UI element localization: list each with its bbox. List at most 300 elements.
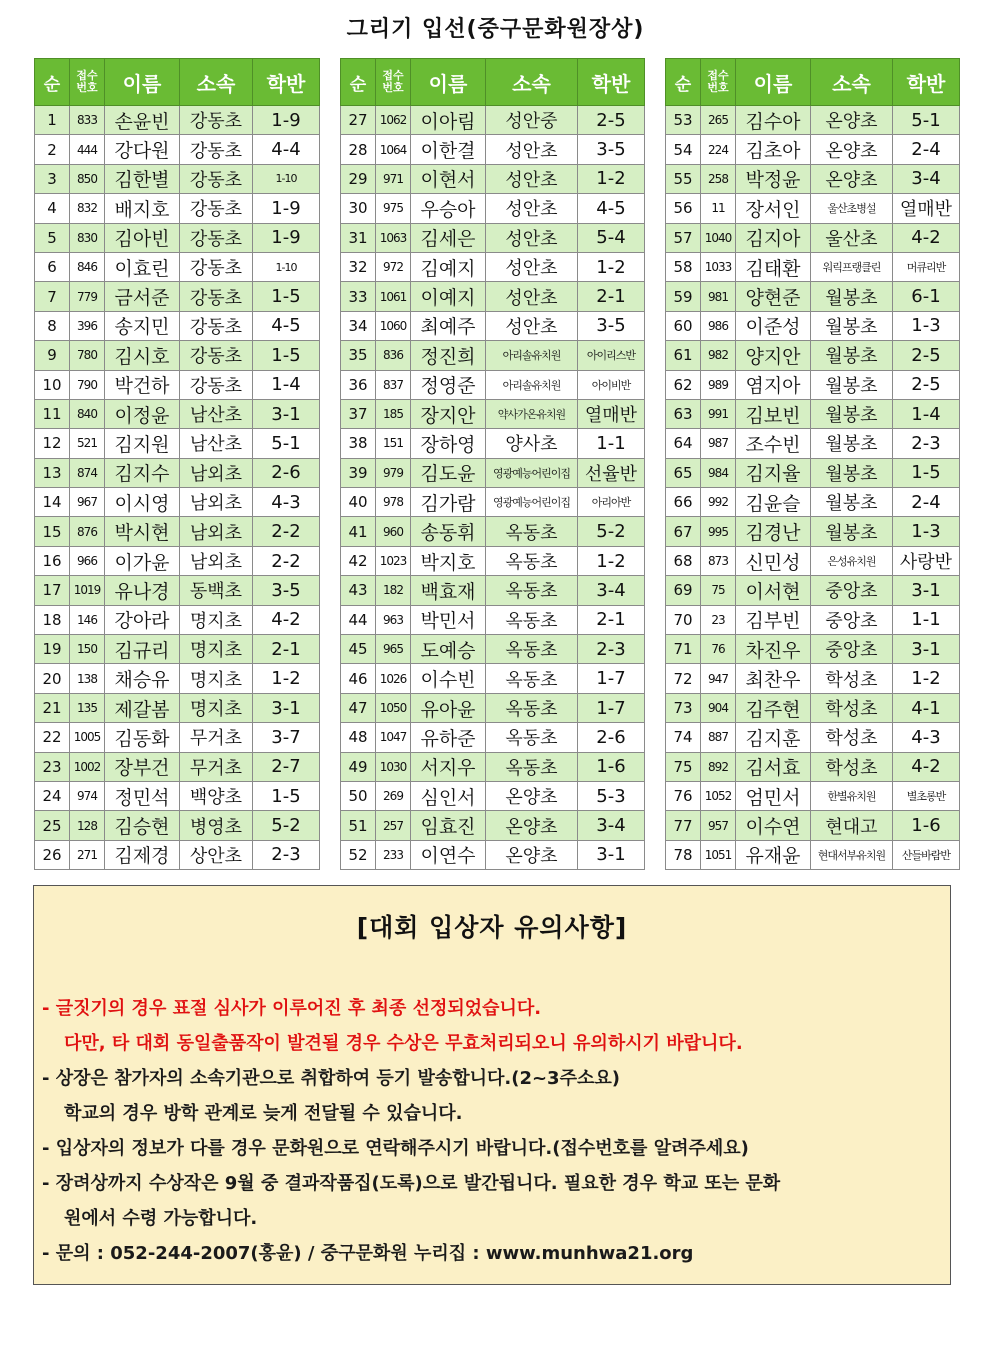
- cell-affiliation: 병영초: [180, 811, 253, 840]
- cell-name: 김부빈: [736, 605, 811, 634]
- cell-receipt-no: 966: [70, 546, 105, 575]
- cell-no: 38: [341, 429, 376, 458]
- cell-receipt-no: 76: [701, 635, 736, 664]
- cell-class: 4-3: [253, 488, 320, 517]
- cell-affiliation: 강동초: [180, 311, 253, 340]
- table-row: [35, 752, 320, 781]
- cell-no: 42: [341, 546, 376, 575]
- cell-name: 송지민: [105, 311, 180, 340]
- table-row: [666, 429, 960, 458]
- cell-receipt-no: 1060: [376, 311, 411, 340]
- table-row: [341, 811, 645, 840]
- notice-line-6: - 장려상까지 수상작은 9월 중 결과작품집(도록)으로 발간됩니다. 필요한 경우 학교 또는 문화: [42, 1173, 781, 1194]
- cell-class: 2-1: [578, 605, 645, 634]
- cell-name: 박건하: [105, 370, 180, 399]
- cell-no: 44: [341, 605, 376, 634]
- table-row: [666, 781, 960, 810]
- cell-name: 이한결: [411, 135, 486, 164]
- cell-name: 박정윤: [736, 164, 811, 193]
- cell-receipt-no: 258: [701, 164, 736, 193]
- cell-name: 서지우: [411, 752, 486, 781]
- cell-receipt-no: 960: [376, 517, 411, 546]
- cell-no: 62: [666, 370, 701, 399]
- cell-class: 2-1: [578, 282, 645, 311]
- cell-class: 2-7: [253, 752, 320, 781]
- cell-affiliation: 월봉초: [811, 311, 893, 340]
- cell-no: 48: [341, 723, 376, 752]
- cell-receipt-no: 992: [701, 488, 736, 517]
- notice-title: [대회 입상자 유의사항]: [356, 913, 628, 942]
- table-row: [666, 399, 960, 428]
- cell-affiliation: 워릭프랭클린: [811, 252, 893, 281]
- cell-affiliation: 영광예능어린이집: [486, 458, 578, 487]
- table-row: [35, 399, 320, 428]
- cell-no: 50: [341, 781, 376, 810]
- cell-affiliation: 월봉초: [811, 341, 893, 370]
- cell-name: 김승현: [105, 811, 180, 840]
- cell-no: 59: [666, 282, 701, 311]
- cell-name: 장서인: [736, 194, 811, 223]
- cell-receipt-no: 979: [376, 458, 411, 487]
- cell-name: 김도윤: [411, 458, 486, 487]
- cell-receipt-no: 150: [70, 635, 105, 664]
- cell-no: 40: [341, 488, 376, 517]
- cell-receipt-no: 987: [701, 429, 736, 458]
- cell-receipt-no: 957: [701, 811, 736, 840]
- cell-no: 60: [666, 311, 701, 340]
- cell-class: 4-2: [253, 605, 320, 634]
- cell-receipt-no: 965: [376, 635, 411, 664]
- cell-no: 72: [666, 664, 701, 693]
- table-row: [341, 370, 645, 399]
- cell-no: 39: [341, 458, 376, 487]
- cell-receipt-no: 151: [376, 429, 411, 458]
- cell-class: 2-2: [253, 517, 320, 546]
- cell-class: 3-1: [253, 399, 320, 428]
- cell-no: 11: [35, 399, 70, 428]
- cell-affiliation: 옥동초: [486, 752, 578, 781]
- cell-name: 강다원: [105, 135, 180, 164]
- cell-class: 1-3: [893, 311, 960, 340]
- cell-name: 김지훈: [736, 723, 811, 752]
- cell-name: 차진우: [736, 635, 811, 664]
- cell-name: 김제경: [105, 840, 180, 869]
- cell-no: 46: [341, 664, 376, 693]
- cell-name: 도예승: [411, 635, 486, 664]
- cell-no: 1: [35, 106, 70, 135]
- cell-class: 2-5: [578, 106, 645, 135]
- cell-affiliation: 성안초: [486, 223, 578, 252]
- cell-affiliation: 남산초: [180, 399, 253, 428]
- cell-name: 이서현: [736, 576, 811, 605]
- cell-no: 27: [341, 106, 376, 135]
- cell-name: 조수빈: [736, 429, 811, 458]
- table-row: [35, 546, 320, 575]
- cell-name: 임효진: [411, 811, 486, 840]
- cell-no: 29: [341, 164, 376, 193]
- cell-receipt-no: 971: [376, 164, 411, 193]
- cell-affiliation: 동백초: [180, 576, 253, 605]
- cell-no: 64: [666, 429, 701, 458]
- header-receipt-no: 접수 번호: [376, 59, 411, 106]
- cell-no: 73: [666, 693, 701, 722]
- table-row: [666, 723, 960, 752]
- cell-name: 송동휘: [411, 517, 486, 546]
- cell-receipt-no: 840: [70, 399, 105, 428]
- cell-receipt-no: 1050: [376, 693, 411, 722]
- cell-name: 이현서: [411, 164, 486, 193]
- cell-receipt-no: 978: [376, 488, 411, 517]
- table-row: [666, 693, 960, 722]
- cell-receipt-no: 832: [70, 194, 105, 223]
- cell-affiliation: 월봉초: [811, 370, 893, 399]
- cell-name: 김동화: [105, 723, 180, 752]
- cell-receipt-no: 780: [70, 341, 105, 370]
- cell-no: 2: [35, 135, 70, 164]
- table-row: [341, 840, 645, 869]
- cell-class: 3-1: [253, 693, 320, 722]
- cell-name: 김시호: [105, 341, 180, 370]
- cell-no: 24: [35, 781, 70, 810]
- cell-no: 32: [341, 252, 376, 281]
- page-title: 그리기 입선(중구문화원장상): [346, 17, 645, 42]
- cell-receipt-no: 182: [376, 576, 411, 605]
- cell-class: 1-7: [578, 693, 645, 722]
- cell-receipt-no: 995: [701, 517, 736, 546]
- cell-affiliation: 옥동초: [486, 517, 578, 546]
- cell-receipt-no: 963: [376, 605, 411, 634]
- cell-name: 이준성: [736, 311, 811, 340]
- cell-affiliation: 학성초: [811, 723, 893, 752]
- cell-name: 김아빈: [105, 223, 180, 252]
- cell-receipt-no: 396: [70, 311, 105, 340]
- cell-no: 9: [35, 341, 70, 370]
- cell-affiliation: 학성초: [811, 693, 893, 722]
- table-row: [666, 370, 960, 399]
- cell-class: 4-4: [253, 135, 320, 164]
- table-row: [35, 252, 320, 281]
- cell-name: 양현준: [736, 282, 811, 311]
- cell-class: 1-9: [253, 223, 320, 252]
- cell-class: 아이비반: [578, 370, 645, 399]
- cell-receipt-no: 986: [701, 311, 736, 340]
- table-row: [35, 664, 320, 693]
- cell-receipt-no: 1019: [70, 576, 105, 605]
- cell-class: 아이리스반: [578, 341, 645, 370]
- cell-name: 이연수: [411, 840, 486, 869]
- cell-affiliation: 남외초: [180, 517, 253, 546]
- cell-class: 5-3: [578, 781, 645, 810]
- table-row: [341, 458, 645, 487]
- cell-no: 18: [35, 605, 70, 634]
- cell-name: 김지수: [105, 458, 180, 487]
- cell-name: 김보빈: [736, 399, 811, 428]
- cell-name: 이수빈: [411, 664, 486, 693]
- cell-name: 손윤빈: [105, 106, 180, 135]
- cell-class: 1-6: [578, 752, 645, 781]
- cell-affiliation: 명지초: [180, 635, 253, 664]
- table-row: [341, 399, 645, 428]
- cell-name: 정민석: [105, 781, 180, 810]
- cell-class: 4-2: [893, 223, 960, 252]
- cell-receipt-no: 128: [70, 811, 105, 840]
- header-affiliation: 소속: [811, 59, 893, 106]
- cell-receipt-no: 1002: [70, 752, 105, 781]
- table-row: [35, 370, 320, 399]
- table-row: [341, 252, 645, 281]
- cell-name: 염지아: [736, 370, 811, 399]
- cell-affiliation: 명지초: [180, 693, 253, 722]
- header-name: 이름: [411, 59, 486, 106]
- cell-name: 김경난: [736, 517, 811, 546]
- table-row: [35, 282, 320, 311]
- table-row: [666, 106, 960, 135]
- cell-name: 장지안: [411, 399, 486, 428]
- table-row: [35, 576, 320, 605]
- cell-affiliation: 월봉초: [811, 488, 893, 517]
- notice-line-1: - 글짓기의 경우 표절 심사가 이루어진 후 최종 선정되었습니다.: [42, 998, 542, 1019]
- cell-no: 57: [666, 223, 701, 252]
- cell-no: 76: [666, 781, 701, 810]
- cell-class: 1-4: [893, 399, 960, 428]
- cell-class: 2-5: [893, 341, 960, 370]
- cell-receipt-no: 982: [701, 341, 736, 370]
- table-row: [666, 164, 960, 193]
- cell-affiliation: 성안초: [486, 282, 578, 311]
- cell-affiliation: 성안중: [486, 106, 578, 135]
- table-row: [35, 106, 320, 135]
- cell-name: 유아윤: [411, 693, 486, 722]
- table-row: [666, 517, 960, 546]
- cell-affiliation: 남외초: [180, 488, 253, 517]
- cell-class: 1-5: [253, 781, 320, 810]
- table-row: [341, 341, 645, 370]
- cell-class: 5-2: [578, 517, 645, 546]
- cell-name: 김지아: [736, 223, 811, 252]
- cell-name: 양지안: [736, 341, 811, 370]
- table-row: [341, 194, 645, 223]
- cell-class: 1-2: [578, 164, 645, 193]
- cell-affiliation: 강동초: [180, 282, 253, 311]
- cell-class: 1-9: [253, 194, 320, 223]
- cell-affiliation: 월봉초: [811, 282, 893, 311]
- cell-affiliation: 온양초: [811, 164, 893, 193]
- cell-class: 2-6: [253, 458, 320, 487]
- header-no: 순: [666, 59, 701, 106]
- cell-class: 4-5: [253, 311, 320, 340]
- table-row: [35, 517, 320, 546]
- cell-receipt-no: 873: [701, 546, 736, 575]
- cell-name: 김태환: [736, 252, 811, 281]
- notice-line-2: 다만, 타 대회 동일출품작이 발견될 경우 수상은 무효처리되오니 유의하시기 바랍니다.: [64, 1033, 743, 1054]
- cell-receipt-no: 972: [376, 252, 411, 281]
- cell-no: 45: [341, 635, 376, 664]
- cell-affiliation: 현대고: [811, 811, 893, 840]
- cell-name: 김지원: [105, 429, 180, 458]
- cell-class: 2-5: [893, 370, 960, 399]
- cell-class: 아리아반: [578, 488, 645, 517]
- cell-class: 1-9: [253, 106, 320, 135]
- cell-class: 2-4: [893, 488, 960, 517]
- cell-no: 30: [341, 194, 376, 223]
- cell-receipt-no: 967: [70, 488, 105, 517]
- cell-class: 6-1: [893, 282, 960, 311]
- cell-receipt-no: 23: [701, 605, 736, 634]
- cell-name: 장하영: [411, 429, 486, 458]
- table-row: [341, 576, 645, 605]
- cell-receipt-no: 138: [70, 664, 105, 693]
- cell-class: 머큐리반: [893, 252, 960, 281]
- table-row: [341, 605, 645, 634]
- cell-affiliation: 옥동초: [486, 723, 578, 752]
- cell-class: 2-3: [578, 635, 645, 664]
- table-row: [35, 311, 320, 340]
- cell-no: 7: [35, 282, 70, 311]
- cell-no: 33: [341, 282, 376, 311]
- cell-affiliation: 강동초: [180, 252, 253, 281]
- cell-affiliation: 울산초병설: [811, 194, 893, 223]
- cell-receipt-no: 892: [701, 752, 736, 781]
- cell-class: 1-1: [893, 605, 960, 634]
- cell-class: 5-2: [253, 811, 320, 840]
- table-row: [666, 252, 960, 281]
- cell-receipt-no: 779: [70, 282, 105, 311]
- table-row: [35, 194, 320, 223]
- cell-receipt-no: 75: [701, 576, 736, 605]
- cell-no: 6: [35, 252, 70, 281]
- table-row: [35, 811, 320, 840]
- cell-class: 1-10: [253, 164, 320, 193]
- cell-affiliation: 중앙초: [811, 635, 893, 664]
- header-class: 학반: [893, 59, 960, 106]
- cell-affiliation: 성안초: [486, 252, 578, 281]
- cell-affiliation: 월봉초: [811, 517, 893, 546]
- cell-no: 15: [35, 517, 70, 546]
- table-row: [666, 135, 960, 164]
- cell-no: 55: [666, 164, 701, 193]
- cell-no: 5: [35, 223, 70, 252]
- cell-no: 3: [35, 164, 70, 193]
- cell-no: 68: [666, 546, 701, 575]
- cell-receipt-no: 1005: [70, 723, 105, 752]
- cell-class: 1-5: [253, 341, 320, 370]
- cell-affiliation: 울산초: [811, 223, 893, 252]
- cell-affiliation: 약사가온유치원: [486, 399, 578, 428]
- cell-receipt-no: 1052: [701, 781, 736, 810]
- cell-no: 70: [666, 605, 701, 634]
- cell-class: 사랑반: [893, 546, 960, 575]
- table-row: [35, 488, 320, 517]
- cell-name: 유하준: [411, 723, 486, 752]
- table-row: [666, 488, 960, 517]
- cell-affiliation: 옥동초: [486, 576, 578, 605]
- cell-class: 1-5: [253, 282, 320, 311]
- cell-no: 69: [666, 576, 701, 605]
- header-no: 순: [35, 59, 70, 106]
- cell-name: 이효린: [105, 252, 180, 281]
- cell-name: 김서효: [736, 752, 811, 781]
- cell-receipt-no: 974: [70, 781, 105, 810]
- cell-class: 5-1: [253, 429, 320, 458]
- cell-name: 최찬우: [736, 664, 811, 693]
- cell-class: 1-7: [578, 664, 645, 693]
- cell-receipt-no: 1062: [376, 106, 411, 135]
- table-row: [35, 341, 320, 370]
- cell-no: 65: [666, 458, 701, 487]
- header-name: 이름: [105, 59, 180, 106]
- cell-no: 58: [666, 252, 701, 281]
- cell-class: 3-1: [578, 840, 645, 869]
- cell-class: 3-7: [253, 723, 320, 752]
- cell-affiliation: 성안초: [486, 194, 578, 223]
- cell-class: 5-4: [578, 223, 645, 252]
- cell-affiliation: 월봉초: [811, 458, 893, 487]
- header-affiliation: 소속: [486, 59, 578, 106]
- cell-class: 3-4: [893, 164, 960, 193]
- cell-affiliation: 옥동초: [486, 693, 578, 722]
- cell-affiliation: 학성초: [811, 752, 893, 781]
- cell-affiliation: 명지초: [180, 605, 253, 634]
- cell-receipt-no: 1051: [701, 840, 736, 869]
- cell-name: 유나경: [105, 576, 180, 605]
- cell-receipt-no: 846: [70, 252, 105, 281]
- cell-receipt-no: 1064: [376, 135, 411, 164]
- cell-receipt-no: 257: [376, 811, 411, 840]
- cell-receipt-no: 1063: [376, 223, 411, 252]
- table-row: [35, 635, 320, 664]
- cell-affiliation: 양사초: [486, 429, 578, 458]
- cell-no: 26: [35, 840, 70, 869]
- table-row: [666, 576, 960, 605]
- cell-receipt-no: 981: [701, 282, 736, 311]
- cell-receipt-no: 1047: [376, 723, 411, 752]
- cell-class: 1-5: [893, 458, 960, 487]
- table-row: [35, 840, 320, 869]
- cell-class: 3-5: [578, 311, 645, 340]
- header-no: 순: [341, 59, 376, 106]
- table-row: [341, 546, 645, 575]
- cell-no: 54: [666, 135, 701, 164]
- table-row: [666, 223, 960, 252]
- cell-affiliation: 한별유치원: [811, 781, 893, 810]
- table-row: [341, 693, 645, 722]
- header-name: 이름: [736, 59, 811, 106]
- cell-class: 1-3: [893, 517, 960, 546]
- cell-no: 31: [341, 223, 376, 252]
- cell-affiliation: 강동초: [180, 194, 253, 223]
- notice-line-5: - 입상자의 정보가 다를 경우 문화원으로 연락해주시기 바랍니다.(접수번호를 알려주세요): [42, 1138, 749, 1159]
- cell-receipt-no: 947: [701, 664, 736, 693]
- cell-no: 51: [341, 811, 376, 840]
- cell-no: 21: [35, 693, 70, 722]
- cell-no: 28: [341, 135, 376, 164]
- cell-receipt-no: 850: [70, 164, 105, 193]
- table-row: [341, 429, 645, 458]
- cell-affiliation: 상안초: [180, 840, 253, 869]
- table-row: [666, 605, 960, 634]
- cell-name: 금서준: [105, 282, 180, 311]
- cell-name: 유재윤: [736, 840, 811, 869]
- cell-class: 2-4: [893, 135, 960, 164]
- table-row: [666, 752, 960, 781]
- cell-class: 2-1: [253, 635, 320, 664]
- cell-name: 배지호: [105, 194, 180, 223]
- cell-no: 16: [35, 546, 70, 575]
- cell-affiliation: 옥동초: [486, 546, 578, 575]
- cell-class: 열매반: [893, 194, 960, 223]
- cell-affiliation: 온양초: [811, 135, 893, 164]
- cell-name: 이가윤: [105, 546, 180, 575]
